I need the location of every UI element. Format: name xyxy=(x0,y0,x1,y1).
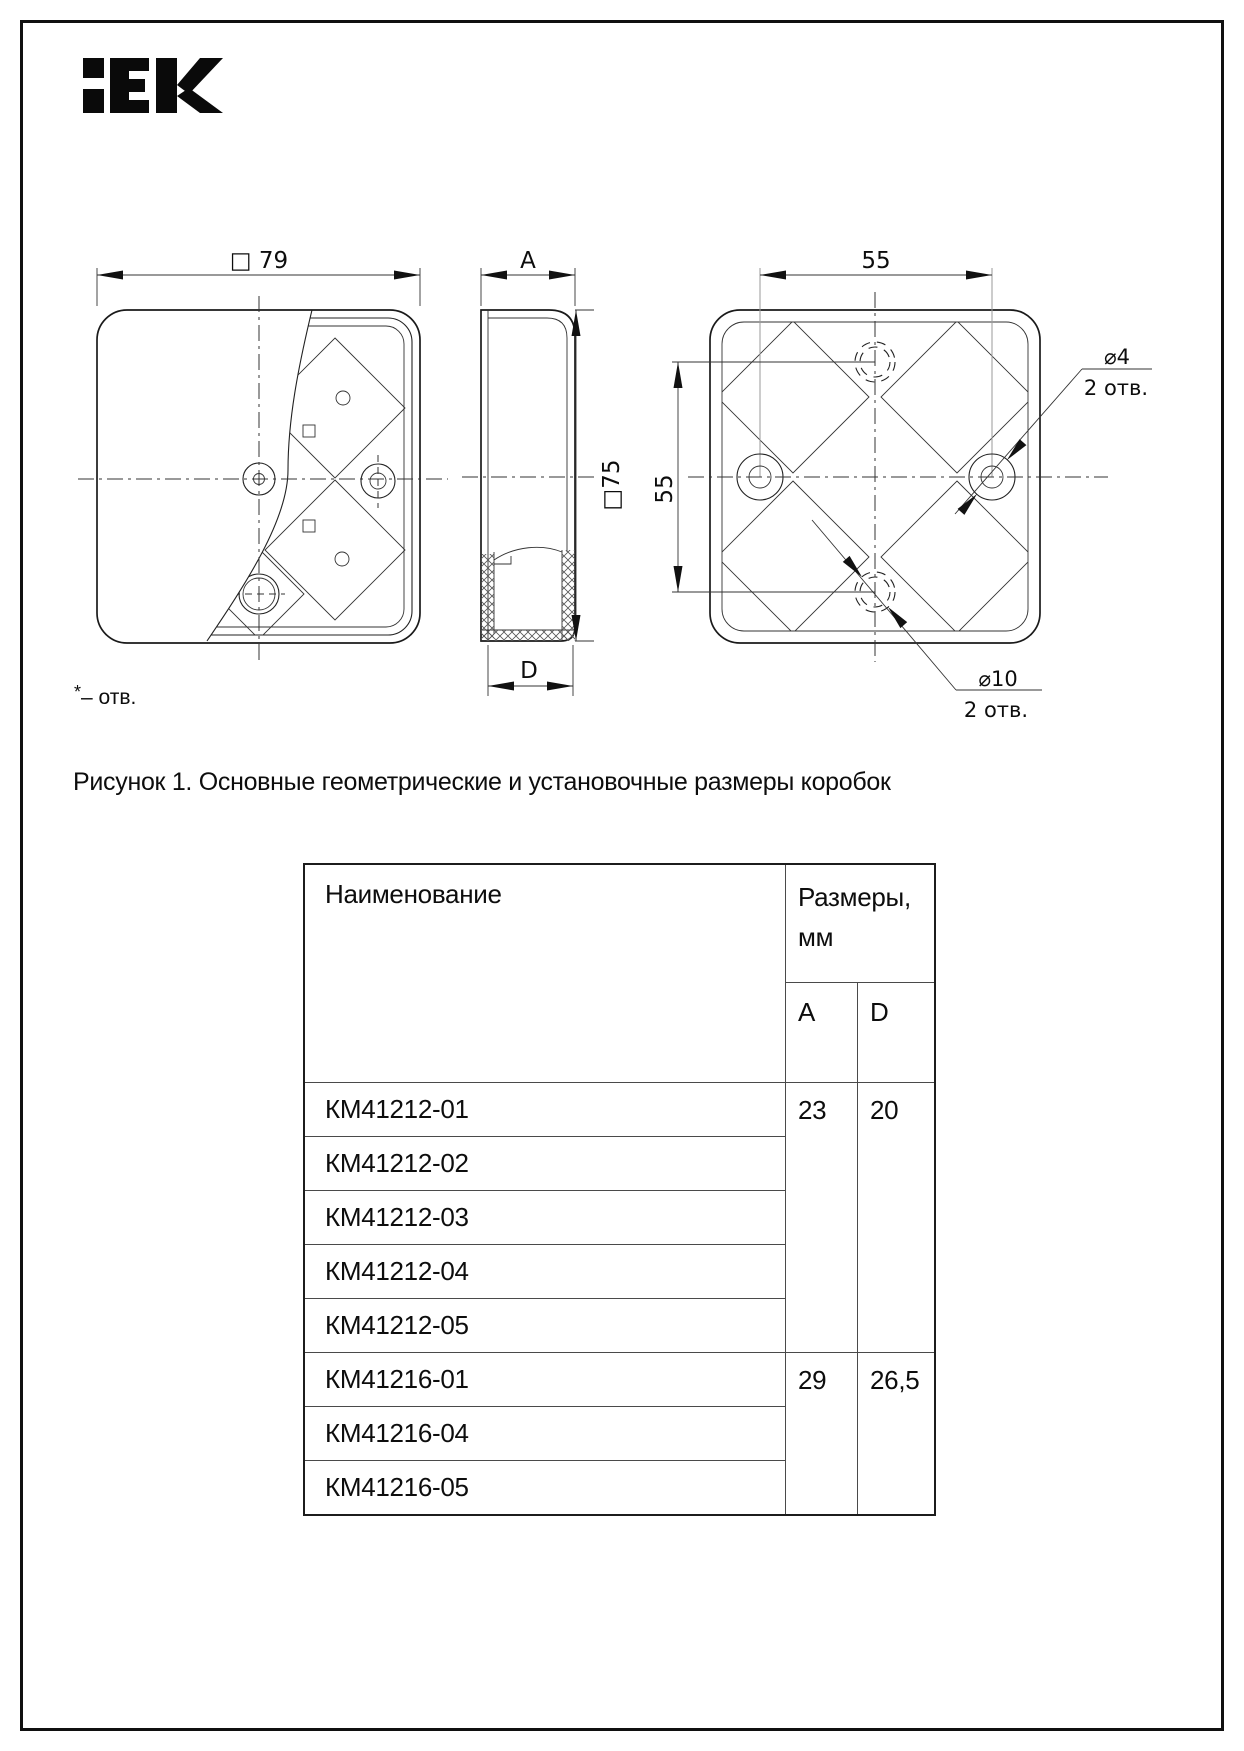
header-col-a: A xyxy=(786,983,858,1083)
dim-side-bottom xyxy=(488,645,573,696)
table-row xyxy=(304,1353,935,1407)
dim-label-back-h: 55 xyxy=(861,248,891,274)
dim-side-depth xyxy=(481,248,575,306)
table-row xyxy=(304,1083,935,1137)
front-cover xyxy=(97,310,312,641)
leader-small-hole xyxy=(955,345,1152,515)
front-small-hole-2 xyxy=(335,552,349,566)
header-sizes: Размеры, мм xyxy=(786,864,936,983)
technical-drawings xyxy=(60,230,1160,730)
iek-logo xyxy=(83,58,243,115)
leader-large-hole xyxy=(812,520,1042,722)
logo-i-stem xyxy=(83,89,104,113)
side-view-drawing xyxy=(462,248,625,696)
logo-i-dot xyxy=(83,58,104,78)
footnote-text: – отв. xyxy=(81,686,137,709)
back-diamond-tl xyxy=(717,321,869,473)
drawing-footnote xyxy=(74,682,137,710)
cell-model-name: КМ41212-02 xyxy=(304,1137,786,1191)
dim-back-vertical xyxy=(652,362,683,592)
front-diamond-lower xyxy=(265,480,405,620)
label-small-hole-dia: ⌀4 xyxy=(1103,345,1131,369)
dim-label-side-depth: A xyxy=(520,248,536,274)
label-large-hole-count: 2 отв. xyxy=(963,698,1029,722)
label-small-hole-count: 2 отв. xyxy=(1083,376,1149,400)
cell-dim-a: 29 xyxy=(786,1353,858,1516)
header-name: Наименование xyxy=(304,864,786,1083)
front-small-hole-1 xyxy=(336,391,350,405)
cell-model-name: КМ41212-01 xyxy=(304,1083,786,1137)
label-large-hole-dia: ⌀10 xyxy=(978,667,1018,691)
dim-label-side-bottom: D xyxy=(520,658,538,684)
figure-caption: Рисунок 1. Основные геометрические и установочные размеры коробок xyxy=(73,768,891,796)
header-col-d: D xyxy=(858,983,936,1083)
front-view-drawing xyxy=(78,248,448,662)
cell-model-name: КМ41216-01 xyxy=(304,1353,786,1407)
dimensions-table xyxy=(303,863,936,1516)
back-diamond-bl xyxy=(717,481,869,633)
cell-model-name: КМ41212-05 xyxy=(304,1299,786,1353)
logo-k-upper-arm xyxy=(177,58,223,94)
side-hatch-bottom xyxy=(481,630,575,641)
table-header-row xyxy=(304,864,935,983)
front-square-knockout-1 xyxy=(303,425,315,437)
dim-back-horizontal xyxy=(760,248,992,280)
logo-k-stem xyxy=(156,58,177,113)
dim-label-back-v: 55 xyxy=(652,474,678,504)
cell-dim-a: 23 xyxy=(786,1083,858,1353)
dim-label-side-height: □75 xyxy=(599,459,625,511)
logo-e xyxy=(110,58,149,113)
cell-model-name: КМ41212-03 xyxy=(304,1191,786,1245)
side-section-back-wall xyxy=(494,547,562,560)
logo-k-lower-arm xyxy=(177,88,223,113)
side-hatch-right xyxy=(562,550,575,641)
front-square-knockout-2 xyxy=(303,520,315,532)
footnote-asterisk: * xyxy=(74,682,82,702)
back-diamond-tr xyxy=(881,321,1033,473)
side-hatch-left xyxy=(481,554,494,641)
cell-model-name: КМ41216-05 xyxy=(304,1461,786,1516)
side-outline xyxy=(481,310,575,641)
cell-model-name: КМ41216-04 xyxy=(304,1407,786,1461)
back-diamond-br xyxy=(881,481,1033,633)
dim-side-height xyxy=(572,310,626,641)
cell-dim-d: 20 xyxy=(858,1083,936,1353)
cell-dim-d: 26,5 xyxy=(858,1353,936,1516)
back-view-drawing xyxy=(652,248,1152,722)
cell-model-name: КМ41212-04 xyxy=(304,1245,786,1299)
dim-label-front-width: □ 79 xyxy=(229,248,289,274)
